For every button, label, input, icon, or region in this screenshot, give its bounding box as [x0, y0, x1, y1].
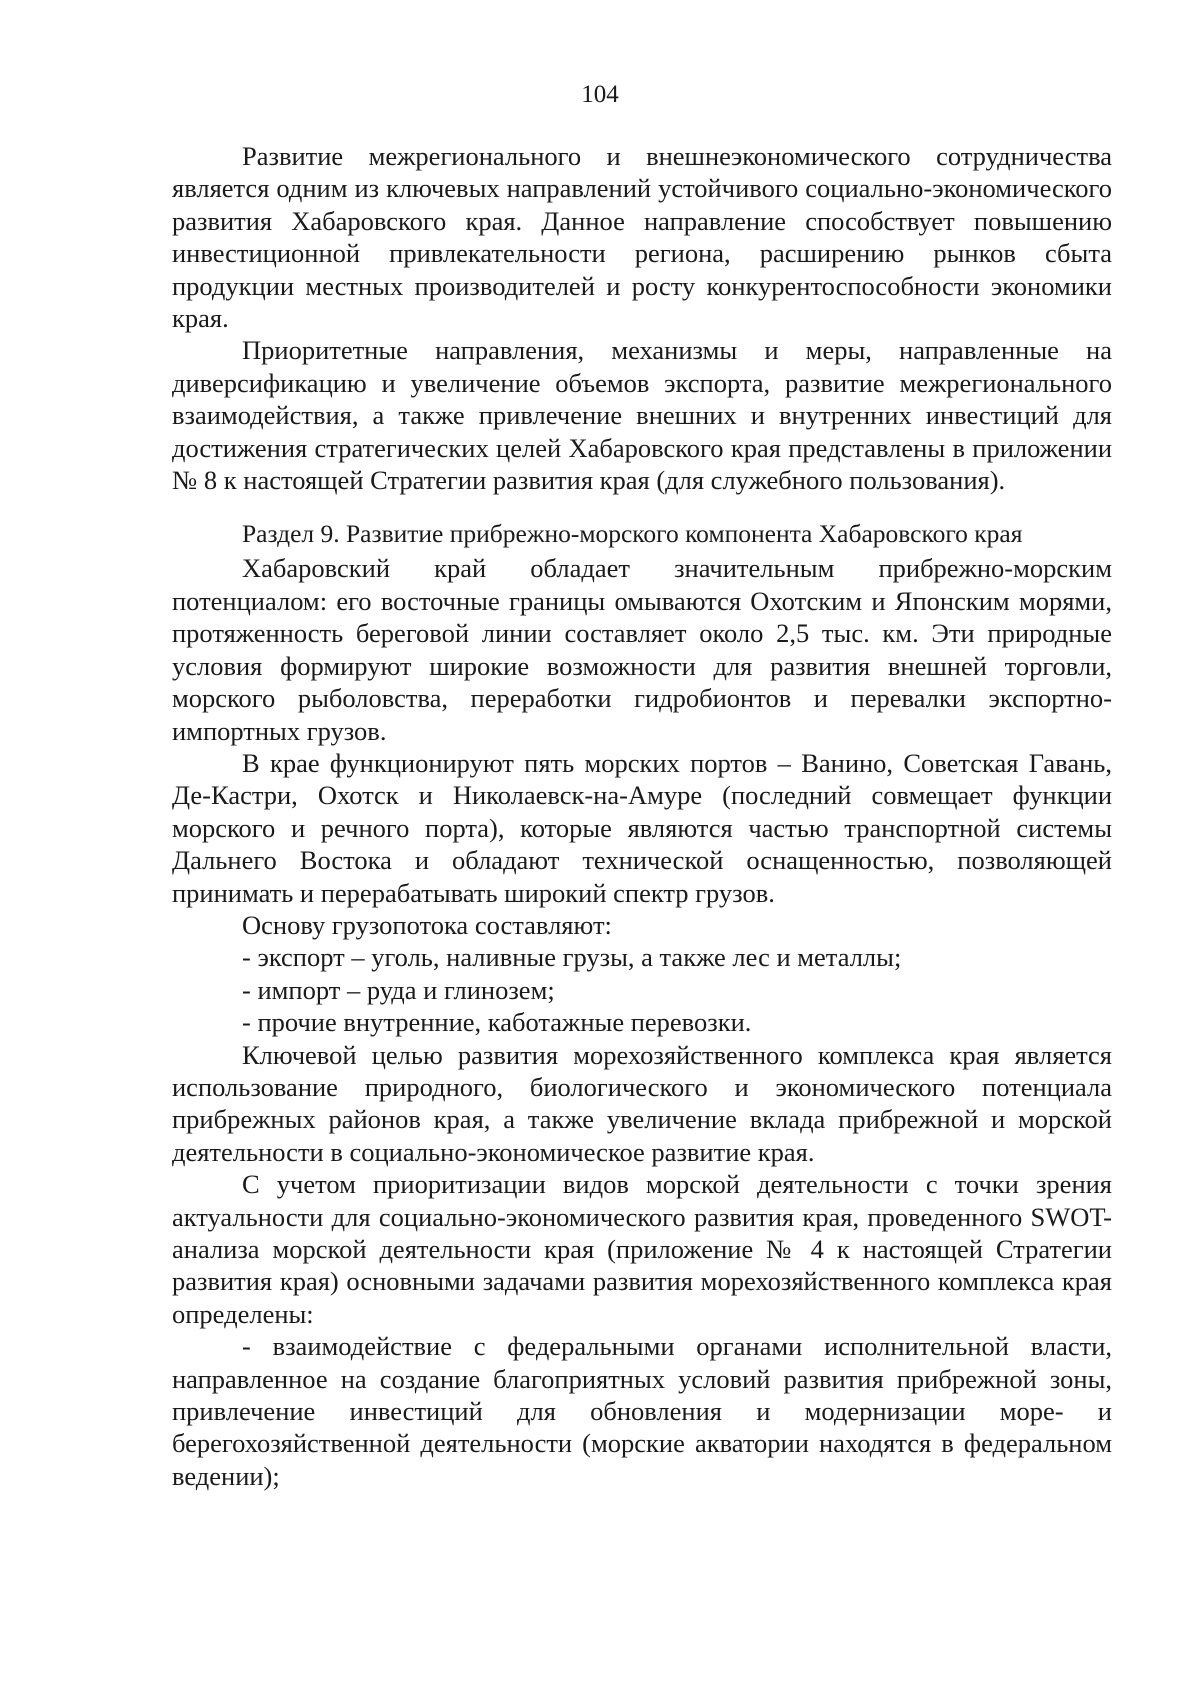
page-number: 104 [581, 81, 619, 108]
cargo-intro: Основу грузопотока составляют: [242, 909, 612, 940]
paragraph-priorities: Приоритетные направления, механизмы и меры, направленные на диверсификацию и увеличение объемов экспорта, развитие межрегионального взаимодействия, а также привлечение внешних и внутренних инвестиций для достижения стратегических целей Хабаровского края представлены в приложении № 8 к настоящей Стратегии развития края (для служебного пользования). [172, 335, 1112, 496]
task-item-federal-interaction: - взаимодействие с федеральными органами исполнительной власти, направленное на создание благоприятных условий развития прибрежной зоны, привлечение инвестиций для обновления и модернизации море- и берегохозяйственной деятельности (морские акватории находятся в федеральном ведении); [172, 1331, 1112, 1491]
paragraph-cooperation: Развитие межрегионального и внешнеэкономического сотрудничества является одним из ключевых направлений устойчивого социально-экономического развития Хабаровского края. Данное направление способствует повышению инвестиционной привлекательности региона, расширению рынков сбыта продукции местных производителей и росту конкурентоспособности экономики края. [172, 141, 1112, 334]
document-body [172, 140, 1112, 1492]
cargo-item-other: - прочие внутренние, каботажные перевозки. [242, 1007, 752, 1038]
paragraph-sea-ports: В крае функционируют пять морских портов – Ванино, Советская Гавань, Де-Кастри, Охотск и Николаевск-на-Амуре (последний совмещает функции морского и речного порта), которые являются частью транспортной системы Дальнего Востока и обладают технической оснащенностью, позволяющей принимать и перерабатывать широкий спектр грузов. [172, 747, 1112, 908]
paragraph-coastal-potential: Хабаровский край обладает значительным прибрежно-морским потенциалом: его восточные границы омываются Охотским и Японским морями, протяженность береговой линии составляет около 2,5 тыс. км. Эти природные условия формируют широкие возможности для развития внешней торговли, морского рыболовства, переработки гидробионтов и перевалки экспортно-импортных грузов. [172, 553, 1112, 746]
section-title: Раздел 9. Развитие прибрежно-морского компонента Хабаровского края [242, 519, 1023, 549]
paragraph-key-goal: Ключевой целью развития морехозяйственного комплекса края является использование природного, биологического и экономического потенциала прибрежных районов края, а также увеличение вклада прибрежной и морской деятельности в социально-экономическое развитие края. [172, 1039, 1112, 1167]
cargo-item-export: - экспорт – уголь, наливные грузы, а также лес и металлы; [242, 942, 902, 973]
cargo-item-import: - импорт – руда и глинозем; [242, 974, 555, 1005]
paragraph-tasks-intro: С учетом приоритизации видов морской деятельности с точки зрения актуальности для социально-экономического развития края, проведенного SWOT-анализа морской деятельности края (приложение № 4 к настоящей Стратегии развития края) основными задачами развития морехозяйственного комплекса края определены: [172, 1169, 1112, 1329]
